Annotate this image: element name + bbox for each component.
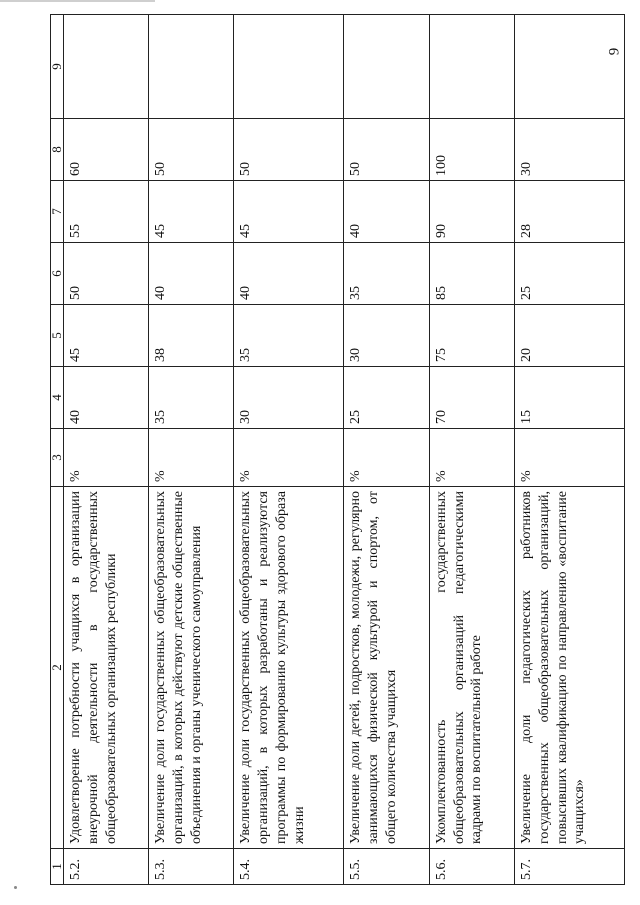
value-cell: 28 — [514, 181, 624, 243]
value-cell — [344, 15, 429, 119]
indicator-description: Увеличение доли педагогических работников государственных общеобразовательных организаций, повысивших квалификацию по направлению «воспитание учащихся» — [514, 487, 624, 849]
value-cell: 25 — [514, 243, 624, 305]
value-cell: 50 — [234, 119, 344, 181]
row-number: 5.3. — [149, 849, 234, 885]
value-cell — [149, 15, 234, 119]
row-number: 5.6. — [429, 849, 514, 885]
value-cell: 40 — [149, 243, 234, 305]
value-cell: 85 — [429, 243, 514, 305]
value-cell: 25 — [344, 367, 429, 429]
column-header: 3 — [51, 429, 64, 487]
column-header: 2 — [51, 487, 64, 849]
value-cell: 35 — [234, 305, 344, 367]
indicator-description: Увеличение доли государственных общеобразовательных организаций, в которых разработаны и реализуются программы по формированию культуры здорового образа жизни — [234, 487, 344, 849]
value-cell: 35 — [344, 243, 429, 305]
value-cell — [514, 15, 624, 119]
value-cell — [64, 15, 149, 119]
value-cell: 20 — [514, 305, 624, 367]
value-cell: 15 — [514, 367, 624, 429]
indicator-description: Удовлетворение потребности учащихся в организации внеурочной деятельности в государственных общеобразовательных организациях республики — [64, 487, 149, 849]
rotated-table-wrapper — [50, 55, 625, 885]
column-header: 6 — [51, 243, 64, 305]
column-header: 5 — [51, 305, 64, 367]
table-row — [344, 15, 429, 885]
value-cell: 35 — [149, 367, 234, 429]
unit-cell: % — [514, 429, 624, 487]
column-header: 1 — [51, 849, 64, 885]
value-cell: 50 — [64, 243, 149, 305]
value-cell — [429, 15, 514, 119]
column-header: 9 — [51, 15, 64, 119]
table-row — [514, 15, 624, 885]
scan-edge-line — [0, 0, 155, 2]
value-cell: 50 — [149, 119, 234, 181]
table-row — [149, 15, 234, 885]
column-header: 7 — [51, 181, 64, 243]
page-number: 9 — [606, 47, 623, 56]
value-cell: 40 — [344, 181, 429, 243]
indicator-description: Укомплектованность государственных общеобразовательных организаций педагогическими кадрами по воспитательной работе — [429, 487, 514, 849]
value-cell: 50 — [344, 119, 429, 181]
scan-speck — [14, 886, 17, 889]
value-cell: 45 — [64, 305, 149, 367]
value-cell: 45 — [234, 181, 344, 243]
column-header: 8 — [51, 119, 64, 181]
indicator-description: Увеличение доли детей, подростков, молодежи, регулярно занимающихся физической культурой и спортом, от общего количества учащихся — [344, 487, 429, 849]
unit-cell: % — [429, 429, 514, 487]
value-cell — [234, 15, 344, 119]
value-cell: 45 — [149, 181, 234, 243]
value-cell: 60 — [64, 119, 149, 181]
row-number: 5.7. — [514, 849, 624, 885]
column-header: 4 — [51, 367, 64, 429]
row-number: 5.5. — [344, 849, 429, 885]
value-cell: 75 — [429, 305, 514, 367]
value-cell: 70 — [429, 367, 514, 429]
indicator-description: Увеличение доли государственных общеобразовательных организаций, в которых действуют детские общественные объединения и органы ученического самоуправления — [149, 487, 234, 849]
indicator-table — [50, 14, 625, 885]
value-cell: 100 — [429, 119, 514, 181]
unit-cell: % — [344, 429, 429, 487]
unit-cell: % — [64, 429, 149, 487]
value-cell: 30 — [514, 119, 624, 181]
value-cell: 55 — [64, 181, 149, 243]
column-number-row — [51, 15, 64, 885]
value-cell: 30 — [234, 367, 344, 429]
table-row — [234, 15, 344, 885]
table-row — [429, 15, 514, 885]
value-cell: 40 — [234, 243, 344, 305]
value-cell: 30 — [344, 305, 429, 367]
row-number: 5.4. — [234, 849, 344, 885]
row-number: 5.2. — [64, 849, 149, 885]
unit-cell: % — [234, 429, 344, 487]
unit-cell: % — [149, 429, 234, 487]
value-cell: 90 — [429, 181, 514, 243]
table-row — [64, 15, 149, 885]
value-cell: 40 — [64, 367, 149, 429]
value-cell: 38 — [149, 305, 234, 367]
